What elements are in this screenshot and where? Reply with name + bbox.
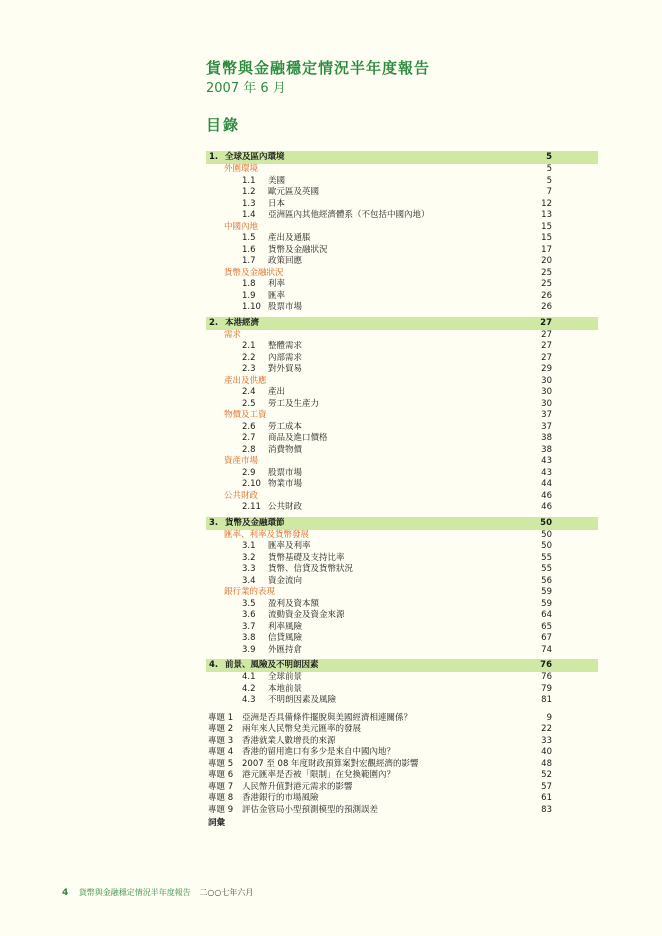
- item-number: 3.6: [242, 610, 256, 620]
- toc-item[interactable]: [206, 279, 598, 291]
- item-number: 1.9: [242, 290, 256, 301]
- item-page: 46: [541, 502, 552, 512]
- chapter-number: 4.: [209, 660, 219, 670]
- item-number: 3.7: [242, 621, 256, 632]
- toc-item[interactable]: [206, 695, 598, 707]
- item-page: 13: [541, 210, 552, 220]
- toc-box[interactable]: [206, 805, 598, 817]
- item-number: 1.6: [242, 244, 256, 255]
- toc-section[interactable]: [206, 456, 598, 468]
- item-number: 2.7: [242, 433, 256, 443]
- section-page: 25: [541, 267, 552, 278]
- item-title: 物業市場: [268, 479, 303, 489]
- section-title: 產出及供應: [224, 375, 267, 386]
- item-page: 56: [541, 575, 552, 586]
- item-title: 日本: [268, 198, 286, 209]
- item-page: 7: [546, 187, 552, 197]
- item-title: 流動資金及資金來源: [268, 610, 345, 620]
- item-page: 30: [541, 387, 552, 397]
- box-page: 83: [541, 804, 552, 815]
- item-title: 勞工及生產力: [268, 398, 320, 409]
- toc-item[interactable]: [206, 672, 598, 684]
- toc-box[interactable]: [206, 713, 598, 725]
- item-title: 全球前景: [268, 672, 303, 682]
- toc-item[interactable]: [206, 553, 598, 565]
- item-number: 2.8: [242, 444, 256, 455]
- section-title: 中國內地: [224, 221, 259, 232]
- item-number: 4.1: [242, 672, 256, 682]
- item-title: 信貸風險: [268, 633, 303, 643]
- box-page: 40: [541, 747, 552, 757]
- item-number: 2.10: [242, 479, 261, 489]
- item-title: 股票市場: [268, 302, 303, 312]
- item-title: 盈利及資本額: [268, 598, 320, 609]
- chapter-page: 76: [540, 660, 552, 670]
- item-page: 50: [541, 541, 552, 551]
- toc-section[interactable]: [206, 587, 598, 599]
- toc-item[interactable]: [206, 502, 598, 514]
- item-page: 43: [541, 467, 552, 478]
- toc-item[interactable]: [206, 610, 598, 622]
- item-title: 貨幣基礎及支持比率: [268, 552, 345, 563]
- box-page: 33: [541, 735, 552, 746]
- toc-item[interactable]: [206, 245, 598, 257]
- toc-item[interactable]: [206, 576, 598, 588]
- section-title: 物價及工資: [224, 410, 267, 420]
- footer-title: 貨幣與金融穩定情況半年度報告: [78, 888, 191, 897]
- toc-section[interactable]: [206, 164, 598, 176]
- item-page: 38: [541, 444, 552, 455]
- toc-item[interactable]: [206, 599, 598, 611]
- item-number: 2.4: [242, 387, 256, 397]
- item-title: 不明朗因素及風險: [268, 695, 337, 705]
- item-title: 匯率: [268, 290, 286, 301]
- item-title: 商品及進口價格: [268, 433, 328, 443]
- item-number: 2.3: [242, 364, 256, 374]
- item-title: 外匯持倉: [268, 644, 303, 655]
- section-page: 15: [541, 221, 552, 232]
- item-page: 59: [541, 598, 552, 609]
- toc-item[interactable]: [206, 210, 598, 222]
- toc-chapter[interactable]: [206, 151, 598, 164]
- toc-box[interactable]: [206, 770, 598, 782]
- item-number: 1.7: [242, 256, 256, 266]
- chapter-title: 前景、風險及不明朗因素: [225, 660, 319, 670]
- item-page: 64: [541, 610, 552, 620]
- item-title: 利率風險: [268, 621, 303, 632]
- report-date: 2007 年 6 月: [206, 81, 286, 96]
- item-page: 67: [541, 633, 552, 643]
- box-label: 專題 9: [208, 804, 234, 815]
- toc-item[interactable]: [206, 387, 598, 399]
- item-number: 1.3: [242, 198, 256, 209]
- section-page: 50: [541, 529, 552, 540]
- report-title: 貨幣與金融穩定情況半年度報告: [206, 59, 431, 77]
- item-number: 1.2: [242, 187, 256, 197]
- item-title: 美國: [268, 175, 286, 186]
- section-title: 銀行業的表現: [224, 587, 276, 597]
- toc-item[interactable]: [206, 633, 598, 645]
- toc-chapter[interactable]: [206, 317, 598, 330]
- item-number: 3.1: [242, 541, 256, 551]
- chapter-page: 5: [546, 152, 552, 162]
- item-number: 3.3: [242, 564, 256, 574]
- box-page: 61: [541, 793, 552, 803]
- section-page: 27: [541, 329, 552, 340]
- chapter-page: 50: [540, 517, 552, 528]
- toc-item[interactable]: [206, 468, 598, 480]
- item-title: 政策回應: [268, 256, 303, 266]
- box-title: 兩年來人民幣兌美元匯率的發展: [242, 724, 362, 734]
- item-title: 消費物價: [268, 444, 303, 455]
- section-page: 43: [541, 456, 552, 466]
- item-page: 44: [541, 479, 552, 489]
- toc-section[interactable]: [206, 222, 598, 234]
- item-title: 勞工成本: [268, 421, 303, 432]
- item-title: 貨幣、信貸及貨幣狀況: [268, 564, 354, 574]
- section-title: 公共財政: [224, 490, 259, 501]
- box-title: 香港銀行的市場風險: [242, 793, 319, 803]
- toc-item[interactable]: [206, 341, 598, 353]
- item-page: 12: [541, 198, 552, 209]
- toc-section[interactable]: [206, 376, 598, 388]
- toc-item[interactable]: [206, 645, 598, 657]
- item-title: 貨幣及金融狀況: [268, 244, 328, 255]
- toc-item[interactable]: [206, 302, 598, 314]
- item-number: 2.1: [242, 341, 256, 351]
- toc-box[interactable]: [206, 759, 598, 771]
- item-number: 1.5: [242, 233, 256, 243]
- section-page: 5: [546, 164, 552, 174]
- item-page: 25: [541, 279, 552, 289]
- item-title: 利率: [268, 279, 286, 289]
- item-number: 3.9: [242, 644, 256, 655]
- item-number: 3.8: [242, 633, 256, 643]
- section-page: 46: [541, 490, 552, 501]
- item-title: 亞洲區內其他經濟體系（不包括中國內地）: [268, 210, 430, 220]
- chapter-title: 本港經濟: [225, 317, 260, 328]
- toc-item[interactable]: [206, 199, 598, 211]
- table-of-contents: [206, 151, 598, 830]
- item-title: 資金流向: [268, 575, 303, 586]
- item-title: 產出: [268, 387, 286, 397]
- chapter-number: 2.: [209, 317, 219, 328]
- section-title: 需求: [224, 329, 242, 340]
- item-page: 15: [541, 233, 552, 243]
- item-page: 5: [546, 175, 552, 186]
- item-page: 17: [541, 244, 552, 255]
- toc-section[interactable]: [206, 530, 598, 542]
- toc-item[interactable]: [206, 364, 598, 376]
- toc-glossary[interactable]: [206, 816, 598, 830]
- item-title: 產出及通脹: [268, 233, 311, 243]
- chapter-page: 27: [540, 317, 552, 328]
- item-page: 65: [541, 621, 552, 632]
- toc-chapter[interactable]: [206, 659, 598, 672]
- section-page: 30: [541, 375, 552, 386]
- item-number: 2.6: [242, 421, 256, 432]
- toc-chapter[interactable]: [206, 517, 598, 530]
- item-page: 26: [541, 302, 552, 312]
- item-page: 26: [541, 290, 552, 301]
- toc-item[interactable]: [206, 187, 598, 199]
- item-page: 55: [541, 564, 552, 574]
- box-page: 57: [541, 781, 552, 792]
- item-number: 2.11: [242, 502, 261, 512]
- chapter-number: 3.: [209, 517, 219, 528]
- item-title: 匯率及利率: [268, 541, 311, 551]
- toc-section[interactable]: [206, 410, 598, 422]
- toc-item[interactable]: [206, 399, 598, 411]
- item-number: 2.5: [242, 398, 256, 409]
- section-title: 匯率、利率及貨幣發展: [224, 529, 310, 540]
- box-label: 專題 1: [208, 712, 234, 723]
- item-number: 1.4: [242, 210, 256, 220]
- box-page: 52: [541, 770, 552, 780]
- toc-section[interactable]: [206, 491, 598, 503]
- section-title: 資產市場: [224, 456, 259, 466]
- item-page: 37: [541, 421, 552, 432]
- item-title: 內部需求: [268, 352, 303, 363]
- toc-box[interactable]: [206, 747, 598, 759]
- item-page: 20: [541, 256, 552, 266]
- page-header: [206, 58, 430, 98]
- item-page: 29: [541, 364, 552, 374]
- toc-item[interactable]: [206, 479, 598, 491]
- toc-box[interactable]: [206, 724, 598, 736]
- item-number: 2.9: [242, 467, 256, 478]
- box-title: 港元匯率是否被「限制」在兌換範圍內？: [242, 770, 396, 780]
- box-label: 專題 2: [208, 724, 234, 734]
- item-page: 55: [541, 552, 552, 563]
- item-title: 整體需求: [268, 341, 303, 351]
- toc-box[interactable]: [206, 736, 598, 748]
- chapter-title: 全球及區內環境: [225, 152, 285, 162]
- item-page: 74: [541, 644, 552, 655]
- box-title: 亞洲是否具備條件擺脫與美國經濟相連關係？: [242, 712, 413, 723]
- item-number: 4.2: [242, 683, 256, 694]
- toc-box[interactable]: [206, 782, 598, 794]
- item-number: 3.4: [242, 575, 256, 586]
- toc-item[interactable]: [206, 433, 598, 445]
- box-title: 香港就業人數增長的來源: [242, 735, 336, 746]
- toc-item[interactable]: [206, 564, 598, 576]
- item-number: 3.2: [242, 552, 256, 563]
- item-page: 76: [541, 672, 552, 682]
- footer-page-number: 4: [62, 888, 69, 898]
- box-title: 2007 至 08 年度財政預算案對宏觀經濟的影響: [242, 758, 419, 769]
- toc-item[interactable]: [206, 422, 598, 434]
- box-label: 專題 4: [208, 747, 234, 757]
- item-title: 本地前景: [268, 683, 303, 694]
- box-title: 香港的留用進口有多少是來自中國內地？: [242, 747, 396, 757]
- box-label: 專題 6: [208, 770, 234, 780]
- box-title: 人民幣升值對港元需求的影響: [242, 781, 353, 792]
- item-number: 1.1: [242, 175, 256, 186]
- item-number: 1.10: [242, 302, 261, 312]
- toc-item[interactable]: [206, 291, 598, 303]
- toc-item[interactable]: [206, 622, 598, 634]
- item-page: 30: [541, 398, 552, 409]
- toc-item[interactable]: [206, 684, 598, 696]
- section-page: 59: [541, 587, 552, 597]
- box-label: 專題 5: [208, 758, 234, 769]
- box-page: 9: [546, 712, 552, 723]
- item-number: 1.8: [242, 279, 256, 289]
- toc-item[interactable]: [206, 256, 598, 268]
- item-title: 歐元區及英國: [268, 187, 320, 197]
- toc-item[interactable]: [206, 233, 598, 245]
- footer-date: 二○○七年六月: [199, 888, 254, 897]
- item-number: 2.2: [242, 352, 256, 363]
- item-title: 對外貿易: [268, 364, 303, 374]
- box-page: 48: [541, 758, 552, 769]
- item-page: 38: [541, 433, 552, 443]
- item-page: 27: [541, 341, 552, 351]
- toc-item[interactable]: [206, 176, 598, 188]
- section-title: 外圍環境: [224, 164, 259, 174]
- item-number: 4.3: [242, 695, 256, 705]
- chapter-title: 貨幣及金融環節: [225, 517, 285, 528]
- box-label: 專題 7: [208, 781, 234, 792]
- item-title: 公共財政: [268, 502, 303, 512]
- section-title: 貨幣及金融狀況: [224, 267, 284, 278]
- item-number: 3.5: [242, 598, 256, 609]
- box-label: 專題 3: [208, 735, 234, 746]
- box-page: 22: [541, 724, 552, 734]
- item-page: 27: [541, 352, 552, 363]
- toc-item[interactable]: [206, 541, 598, 553]
- box-title: 評估金管局小型預測模型的預測誤差: [242, 804, 379, 815]
- item-title: 股票市場: [268, 467, 303, 478]
- page-footer: [62, 887, 253, 898]
- toc-section[interactable]: [206, 330, 598, 342]
- box-label: 專題 8: [208, 793, 234, 803]
- chapter-number: 1.: [209, 152, 219, 162]
- item-page: 79: [541, 683, 552, 694]
- glossary-title: 詞彙: [208, 818, 226, 828]
- toc-item[interactable]: [206, 445, 598, 457]
- section-page: 37: [541, 410, 552, 420]
- item-page: 81: [541, 695, 552, 705]
- toc-item[interactable]: [206, 353, 598, 365]
- toc-box[interactable]: [206, 793, 598, 805]
- toc-heading: 目錄: [206, 116, 241, 134]
- toc-section[interactable]: [206, 268, 598, 280]
